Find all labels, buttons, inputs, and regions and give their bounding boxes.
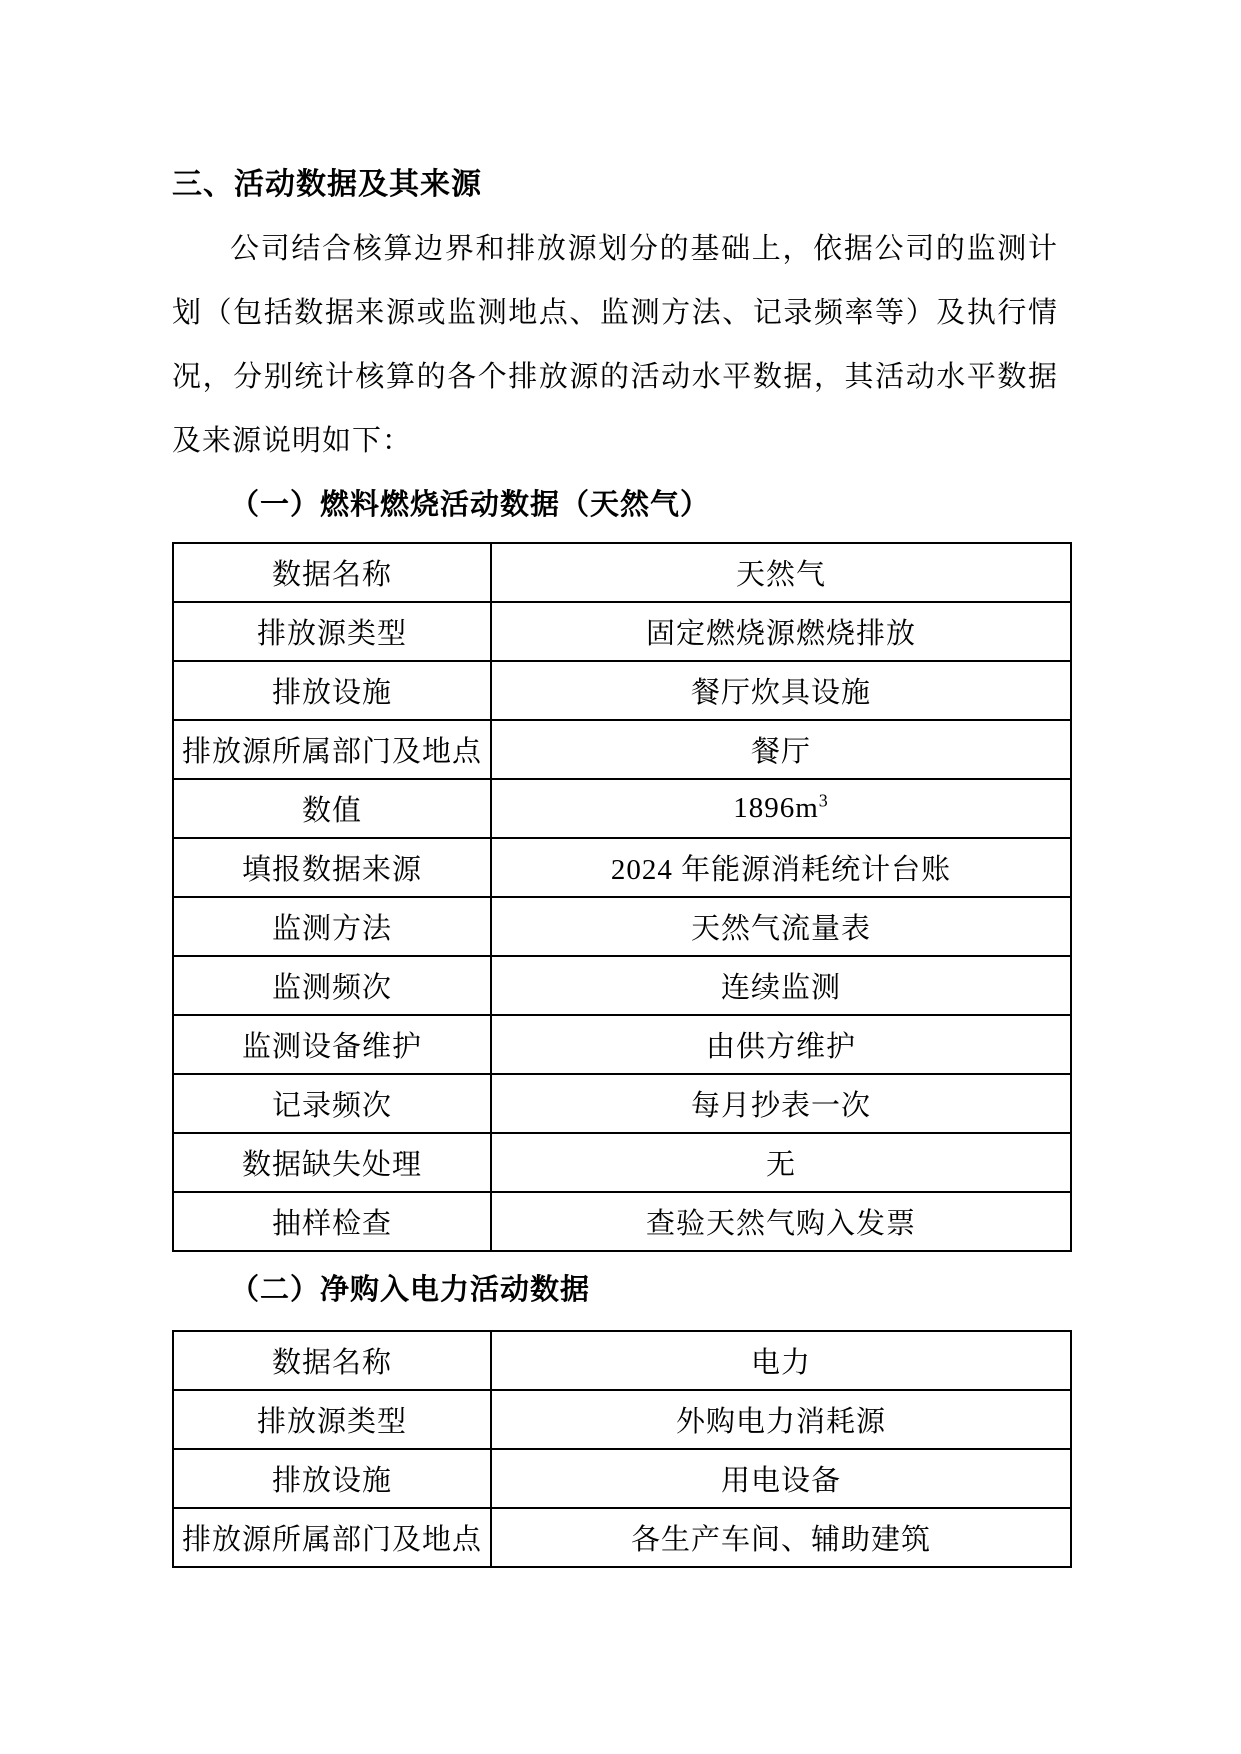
row-label: 监测方法 bbox=[173, 897, 491, 956]
table-row bbox=[173, 779, 1071, 838]
row-value: 用电设备 bbox=[491, 1449, 1071, 1508]
row-value: 2024 年能源消耗统计台账 bbox=[491, 838, 1071, 897]
table-row bbox=[173, 720, 1071, 779]
row-value: 各生产车间、辅助建筑 bbox=[491, 1508, 1071, 1567]
row-value: 外购电力消耗源 bbox=[491, 1390, 1071, 1449]
row-label: 数值 bbox=[173, 779, 491, 838]
table-row bbox=[173, 1390, 1071, 1449]
row-value: 由供方维护 bbox=[491, 1015, 1071, 1074]
row-label: 抽样检查 bbox=[173, 1192, 491, 1251]
table-row bbox=[173, 661, 1071, 720]
table-row bbox=[173, 1074, 1071, 1133]
row-value: 餐厅 bbox=[491, 720, 1071, 779]
row-value: 天然气流量表 bbox=[491, 897, 1071, 956]
activity-table-natural-gas bbox=[172, 542, 1072, 1252]
row-label: 排放设施 bbox=[173, 661, 491, 720]
table-row bbox=[173, 1449, 1071, 1508]
table-row bbox=[173, 1508, 1071, 1567]
table-row bbox=[173, 838, 1071, 897]
table-row bbox=[173, 1192, 1071, 1251]
row-value: 电力 bbox=[491, 1331, 1071, 1390]
table-row bbox=[173, 897, 1071, 956]
row-label: 监测设备维护 bbox=[173, 1015, 491, 1074]
row-label: 排放源类型 bbox=[173, 1390, 491, 1449]
subsection-2-heading: （二）净购入电力活动数据 bbox=[230, 1274, 591, 1306]
table-row bbox=[173, 1133, 1071, 1192]
row-value bbox=[491, 779, 1071, 838]
row-label: 排放源类型 bbox=[173, 602, 491, 661]
row-label: 数据缺失处理 bbox=[173, 1133, 491, 1192]
table-row bbox=[173, 602, 1071, 661]
subsection-1-heading: （一）燃料燃烧活动数据（天然气） bbox=[230, 489, 711, 521]
row-label: 排放源所属部门及地点 bbox=[173, 720, 491, 779]
row-label: 记录频次 bbox=[173, 1074, 491, 1133]
row-label: 排放源所属部门及地点 bbox=[173, 1508, 491, 1567]
table-row bbox=[173, 543, 1071, 602]
quantity-value: 1896m bbox=[733, 792, 819, 824]
body-paragraph: 公司结合核算边界和排放源划分的基础上，依据公司的监测计划（包括数据来源或监测地点、监测方法、记录频率等）及执行情况，分别统计核算的各个排放源的活动水平数据，其活动水平数据及来源说明如下： bbox=[172, 233, 1058, 457]
row-label: 数据名称 bbox=[173, 1331, 491, 1390]
row-value: 查验天然气购入发票 bbox=[491, 1192, 1071, 1251]
section-heading: 三、活动数据及其来源 bbox=[172, 168, 482, 201]
row-label: 数据名称 bbox=[173, 543, 491, 602]
row-value: 每月抄表一次 bbox=[491, 1074, 1071, 1133]
table-row bbox=[173, 956, 1071, 1015]
row-value: 餐厅炊具设施 bbox=[491, 661, 1071, 720]
row-label: 监测频次 bbox=[173, 956, 491, 1015]
row-label: 填报数据来源 bbox=[173, 838, 491, 897]
row-value: 无 bbox=[491, 1133, 1071, 1192]
row-value: 连续监测 bbox=[491, 956, 1071, 1015]
table-row bbox=[173, 1015, 1071, 1074]
table-row bbox=[173, 1331, 1071, 1390]
quantity-unit-superscript: 3 bbox=[818, 790, 829, 811]
row-value: 天然气 bbox=[491, 543, 1071, 602]
row-label: 排放设施 bbox=[173, 1449, 491, 1508]
activity-table-electricity bbox=[172, 1330, 1072, 1568]
row-value: 固定燃烧源燃烧排放 bbox=[491, 602, 1071, 661]
